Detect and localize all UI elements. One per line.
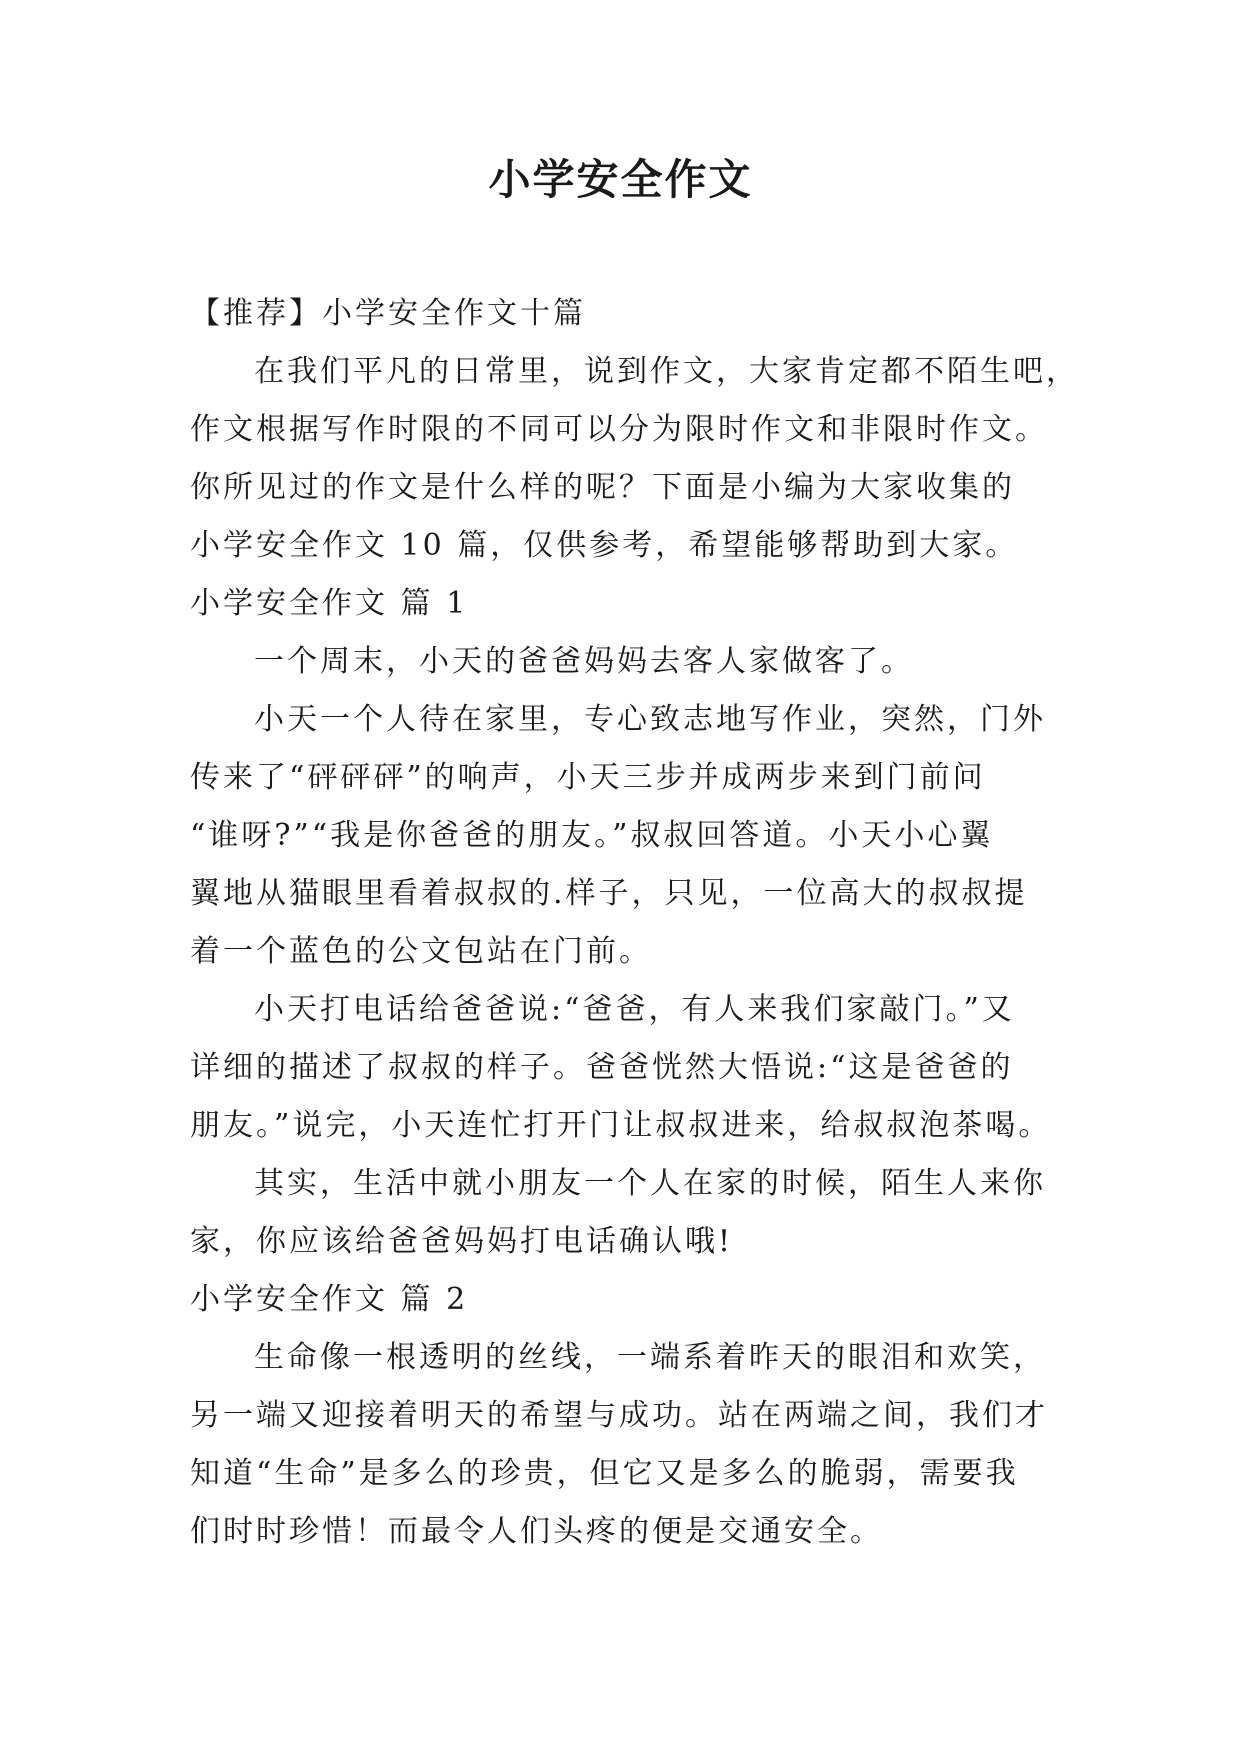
text-line: 翼地从猫眼里看着叔叔的.样子，只见，一位高大的叔叔提 <box>190 876 1028 911</box>
text-line: 朋友。”说完，小天连忙打开门让叔叔进来，给叔叔泡茶喝。 <box>190 1108 1052 1143</box>
text-line: “谁呀?”“我是你爸爸的朋友。”叔叔回答道。小天小心翼 <box>190 818 994 853</box>
text-line: 传来了“砰砰砰”的响声，小天三步并成两步来到门前问 <box>190 760 986 795</box>
text-line: 着一个蓝色的公文包站在门前。 <box>190 934 652 969</box>
text-line: 作文根据写作时限的不同可以分为限时作文和非限时作文。 <box>190 412 1048 447</box>
text-line: 小天打电话给爸爸说:“爸爸，有人来我们家敲门。”又 <box>254 992 1015 1027</box>
text-line: 们时时珍惜！而最令人们头疼的便是交通安全。 <box>190 1514 883 1549</box>
text-line: 家，你应该给爸爸妈妈打电话确认哦! <box>190 1224 734 1259</box>
section-heading: 小学安全作文 篇 2 <box>190 1282 469 1317</box>
text-line: 小天一个人待在家里，专心致志地写作业，突然，门外 <box>254 702 1046 737</box>
text-line: 另一端又迎接着明天的希望与成功。站在两端之间，我们才 <box>190 1398 1048 1433</box>
document-title: 小学安全作文 <box>488 155 753 204</box>
text-line: 详细的描述了叔叔的样子。爸爸恍然大悟说:“这是爸爸的 <box>190 1050 1014 1085</box>
document-body <box>190 285 1090 1561</box>
text-line: 【推荐】小学安全作文十篇 <box>190 296 586 331</box>
text-line: 生命像一根透明的丝线，一端系着昨天的眼泪和欢笑， <box>254 1340 1046 1375</box>
text-line: 小学安全作文 10 篇，仅供参考，希望能够帮助到大家。 <box>190 528 1019 563</box>
text-line: 在我们平凡的日常里，说到作文，大家肯定都不陌生吧， <box>254 354 1079 389</box>
text-line: 其实，生活中就小朋友一个人在家的时候，陌生人来你 <box>254 1166 1046 1201</box>
section-heading: 小学安全作文 篇 1 <box>190 586 469 621</box>
text-line: 知道“生命”是多么的珍贵，但它又是多么的脆弱，需要我 <box>190 1456 1019 1491</box>
text-line: 一个周末，小天的爸爸妈妈去客人家做客了。 <box>254 644 914 679</box>
text-line: 你所见过的作文是什么样的呢？下面是小编为大家收集的 <box>190 470 1015 505</box>
